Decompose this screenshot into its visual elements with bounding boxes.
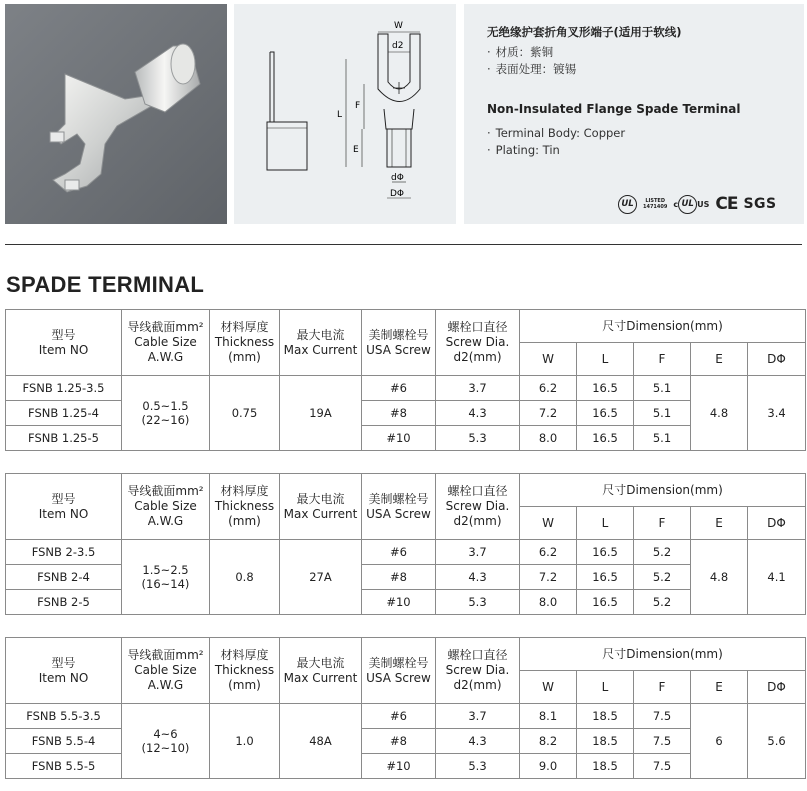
- header-dia: 螺栓口直径 Screw Dia. d2(mm): [436, 310, 520, 376]
- header-item: 型号 Item NO: [6, 310, 122, 376]
- header-item: 型号 Item NO: [6, 474, 122, 540]
- header-dia: 螺栓口直径 Screw Dia. d2(mm): [436, 474, 520, 540]
- cell-e: 4.8: [691, 376, 748, 451]
- table-row: [6, 376, 806, 401]
- cell-f: 5.1: [634, 401, 691, 426]
- cell-f: 7.5: [634, 754, 691, 779]
- cell-item: FSNB 2-5: [6, 590, 122, 615]
- header-w: W: [520, 671, 577, 704]
- cell-thickness: 1.0: [210, 704, 280, 779]
- table-row: [6, 704, 806, 729]
- spec-cn-item: · 材质：紫铜: [487, 45, 554, 59]
- header-e: E: [691, 343, 748, 376]
- cell-l: 18.5: [577, 754, 634, 779]
- cell-dia: 4.3: [436, 401, 520, 426]
- cell-w: 8.0: [520, 426, 577, 451]
- cell-item: FSNB 5.5-3.5: [6, 704, 122, 729]
- cell-w: 6.2: [520, 376, 577, 401]
- header-d: DΦ: [748, 671, 806, 704]
- spec-cn-title: 无绝缘护套折角叉形端子(适用于软线): [487, 25, 682, 39]
- dim-l-label: L: [337, 110, 343, 120]
- header-thickness: 材料厚度 Thickness (mm): [210, 638, 280, 704]
- ul-logo: UL: [618, 195, 637, 214]
- ce-logo: CE: [715, 194, 738, 214]
- cell-dia: 3.7: [436, 704, 520, 729]
- cell-item: FSNB 5.5-4: [6, 729, 122, 754]
- cell-f: 5.1: [634, 376, 691, 401]
- header-l: L: [577, 343, 634, 376]
- cell-cable: 1.5~2.5 (16~14): [122, 540, 210, 615]
- cell-d: 4.1: [748, 540, 806, 615]
- section-title: SPADE TERMINAL: [6, 272, 205, 297]
- header-current: 最大电流 Max Current: [280, 638, 362, 704]
- cell-w: 6.2: [520, 540, 577, 565]
- cell-screw: #8: [362, 565, 436, 590]
- cell-dia: 5.3: [436, 426, 520, 451]
- cell-l: 16.5: [577, 401, 634, 426]
- cell-w: 7.2: [520, 565, 577, 590]
- cell-item: FSNB 1.25-4: [6, 401, 122, 426]
- section-divider: [5, 244, 802, 245]
- cell-f: 7.5: [634, 729, 691, 754]
- header-cable: 导线截面mm² Cable Size A.W.G: [122, 310, 210, 376]
- spec-en-item: · Plating: Tin: [487, 143, 560, 157]
- dim-e-label: E: [353, 145, 359, 155]
- cell-item: FSNB 1.25-3.5: [6, 376, 122, 401]
- product-photo: [5, 4, 227, 224]
- spec-cn-item: · 表面处理：镀锡: [487, 62, 577, 76]
- cell-screw: #6: [362, 540, 436, 565]
- cell-cable: 0.5~1.5 (22~16): [122, 376, 210, 451]
- cell-w: 8.2: [520, 729, 577, 754]
- header-dia: 螺栓口直径 Screw Dia. d2(mm): [436, 638, 520, 704]
- cell-item: FSNB 2-3.5: [6, 540, 122, 565]
- cell-f: 5.2: [634, 565, 691, 590]
- cell-l: 16.5: [577, 590, 634, 615]
- cell-dia: 4.3: [436, 729, 520, 754]
- cell-d: 3.4: [748, 376, 806, 451]
- cell-current: 48A: [280, 704, 362, 779]
- cell-f: 5.1: [634, 426, 691, 451]
- header-e: E: [691, 507, 748, 540]
- dimension-svg: [234, 4, 456, 224]
- header-cable: 导线截面mm² Cable Size A.W.G: [122, 474, 210, 540]
- header-e: E: [691, 671, 748, 704]
- header-d: DΦ: [748, 507, 806, 540]
- header-cable: 导线截面mm² Cable Size A.W.G: [122, 638, 210, 704]
- cell-l: 16.5: [577, 540, 634, 565]
- certification-logos: [618, 189, 788, 219]
- header-f: F: [634, 671, 691, 704]
- header-dimension: 尺寸Dimension(mm): [520, 310, 806, 343]
- sgs-logo: SGS: [743, 196, 777, 212]
- header-thickness: 材料厚度 Thickness (mm): [210, 474, 280, 540]
- cell-current: 19A: [280, 376, 362, 451]
- cell-e: 4.8: [691, 540, 748, 615]
- header-item: 型号 Item NO: [6, 638, 122, 704]
- cell-screw: #8: [362, 729, 436, 754]
- header-dimension: 尺寸Dimension(mm): [520, 474, 806, 507]
- cell-dia: 3.7: [436, 540, 520, 565]
- header-screw: 美制螺栓号 USA Screw: [362, 638, 436, 704]
- cell-dia: 5.3: [436, 754, 520, 779]
- header-screw: 美制螺栓号 USA Screw: [362, 474, 436, 540]
- cell-dia: 4.3: [436, 565, 520, 590]
- cell-f: 5.2: [634, 540, 691, 565]
- cell-l: 16.5: [577, 376, 634, 401]
- cell-l: 18.5: [577, 704, 634, 729]
- cell-screw: #6: [362, 704, 436, 729]
- cell-item: FSNB 2-4: [6, 565, 122, 590]
- cell-screw: #10: [362, 590, 436, 615]
- header-w: W: [520, 343, 577, 376]
- header-w: W: [520, 507, 577, 540]
- header-dimension: 尺寸Dimension(mm): [520, 638, 806, 671]
- dim-f-label: F: [355, 101, 361, 111]
- cell-w: 9.0: [520, 754, 577, 779]
- cell-screw: #8: [362, 401, 436, 426]
- cell-f: 5.2: [634, 590, 691, 615]
- ul-listed-text: LISTED 1471409: [643, 198, 668, 210]
- cul-logo: c UL US: [673, 195, 709, 214]
- dim-d-small-label: dΦ: [391, 173, 404, 183]
- cell-current: 27A: [280, 540, 362, 615]
- cell-w: 7.2: [520, 401, 577, 426]
- dim-d-big-label: DΦ: [390, 189, 405, 199]
- header-current: 最大电流 Max Current: [280, 474, 362, 540]
- cell-item: FSNB 5.5-5: [6, 754, 122, 779]
- spade-terminal-image: [5, 4, 227, 224]
- cell-dia: 3.7: [436, 376, 520, 401]
- cell-screw: #10: [362, 426, 436, 451]
- cell-thickness: 0.75: [210, 376, 280, 451]
- header-current: 最大电流 Max Current: [280, 310, 362, 376]
- spec-table: [5, 637, 806, 779]
- header-l: L: [577, 507, 634, 540]
- spec-table: [5, 309, 806, 451]
- spec-table: [5, 473, 806, 615]
- cell-cable: 4~6 (12~10): [122, 704, 210, 779]
- cell-l: 18.5: [577, 729, 634, 754]
- cell-item: FSNB 1.25-5: [6, 426, 122, 451]
- cell-screw: #10: [362, 754, 436, 779]
- header-d: DΦ: [748, 343, 806, 376]
- cell-screw: #6: [362, 376, 436, 401]
- table-row: [6, 540, 806, 565]
- cell-w: 8.1: [520, 704, 577, 729]
- header-l: L: [577, 671, 634, 704]
- spec-en-item: · Terminal Body: Copper: [487, 126, 626, 140]
- dimension-drawing: [234, 4, 456, 224]
- header-f: F: [634, 507, 691, 540]
- dim-d2-label: d2: [392, 41, 404, 51]
- cell-dia: 5.3: [436, 590, 520, 615]
- spec-en-title: Non-Insulated Flange Spade Terminal: [487, 102, 741, 116]
- spec-cn-list: [487, 44, 576, 78]
- cell-l: 16.5: [577, 426, 634, 451]
- cell-w: 8.0: [520, 590, 577, 615]
- dim-w-label: W: [394, 21, 403, 31]
- cell-thickness: 0.8: [210, 540, 280, 615]
- header-screw: 美制螺栓号 USA Screw: [362, 310, 436, 376]
- cell-f: 7.5: [634, 704, 691, 729]
- cell-d: 5.6: [748, 704, 806, 779]
- header-thickness: 材料厚度 Thickness (mm): [210, 310, 280, 376]
- cell-e: 6: [691, 704, 748, 779]
- header-f: F: [634, 343, 691, 376]
- spec-en-list: [487, 125, 625, 159]
- spec-panel: [464, 4, 804, 224]
- cell-l: 16.5: [577, 565, 634, 590]
